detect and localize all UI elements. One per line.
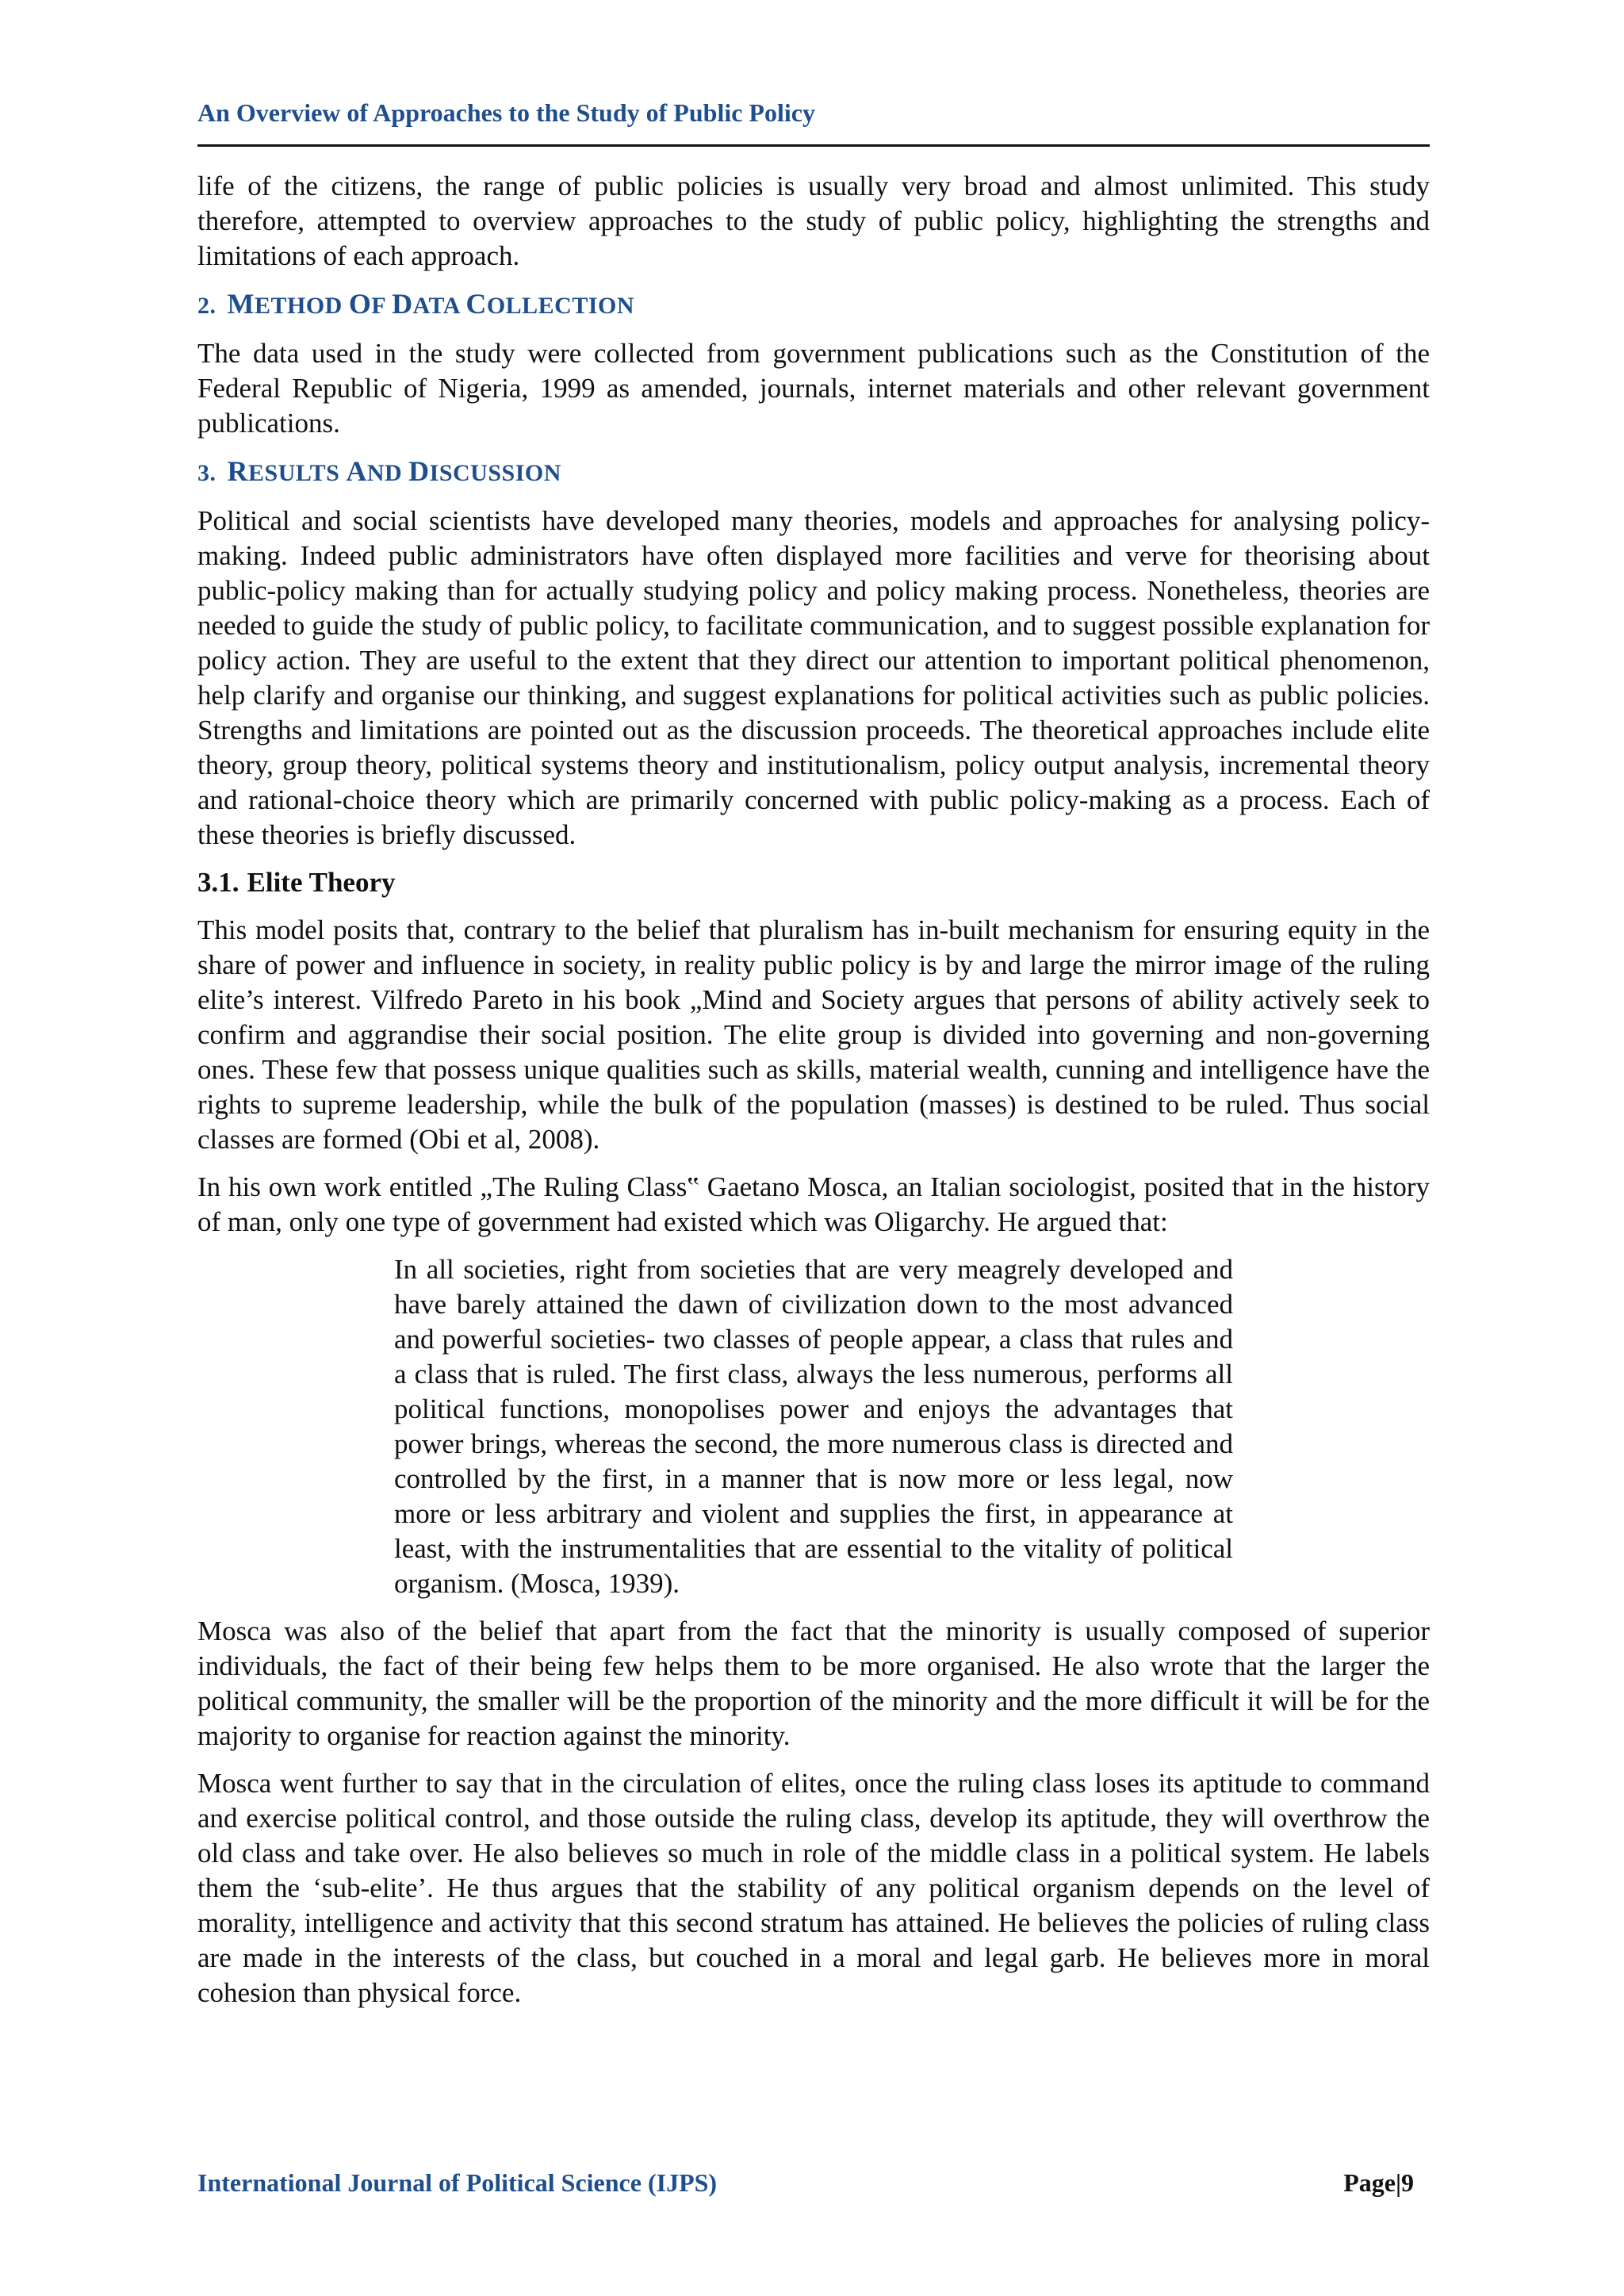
page-footer bbox=[197, 2165, 1414, 2200]
page-body bbox=[197, 94, 1430, 2023]
section-number: 2. bbox=[197, 293, 216, 319]
subsection-number: 3.1. bbox=[197, 867, 239, 898]
header-rule bbox=[197, 144, 1430, 147]
elite-paragraph-1: This model posits that, contrary to the belief that pluralism has in-built mechanism for ensuring equity in the share of power and influence in society, in reality public policy is by and large the mirror image of the ruling elite’s interest. Vilfredo Pareto in his book „Mind and Society argues that persons of ability actively seek to confirm and aggrandise their social position. The elite group is divided into governing and non-governing ones. These few that possess unique qualities such as skills, material wealth, cunning and intelligence have the rights to supreme leadership, while the bulk of the population (masses) is destined to be ruled. Thus social classes are formed (Obi et al, 2008). bbox=[197, 914, 1430, 1155]
elite-paragraph-2: In his own work entitled „The Ruling Class‟ Gaetano Mosca, an Italian sociologist, posited that in the history of man, only one type of government had existed which was Oligarchy. He argued that: bbox=[197, 1171, 1430, 1237]
mosca-block-quote: In all societies, right from societies that are very meagrely developed and have barely attained the dawn of civilization down to the most advanced and powerful societies- two classes of people appear, a class that rules and a class that is ruled. The first class, always the less numerous, performs all political functions, monopolises power and enjoys the advantages that power brings, whereas the second, the more numerous class is directed and controlled by the first, in a manner that is now more or less legal, now more or less arbitrary and violent and supplies the first, in appearance at least, with the instrumentalities that are essential to the vitality of political organism. (Mosca, 1939). bbox=[394, 1254, 1233, 1599]
elite-paragraph-3: Mosca was also of the belief that apart from the fact that the minority is usually composed of superior individuals, the fact of their being few helps them to be more organised. He also wrote that the larger the political community, the smaller will be the proportion of the minority and the more difficult it will be for the majority to organise for reaction against the minority. bbox=[197, 1616, 1430, 1751]
page-number: Page|9 bbox=[1343, 2168, 1414, 2197]
section-heading-results: 3. RESULTS AND DISCUSSION bbox=[197, 455, 561, 487]
elite-paragraph-4: Mosca went further to say that in the circulation of elites, once the ruling class loses its aptitude to command and exercise political control, and those outside the ruling class, develop its aptitude, they will overthrow the old class and take over. He also believes so much in role of the middle class in a political system. He labels them the ‘sub-elite’. He thus argues that the stability of any political organism depends on the level of morality, intelligence and activity that this second stratum has attained. He believes the policies of ruling class are made in the interests of the class, but couched in a moral and legal garb. He believes more in moral cohesion than physical force. bbox=[197, 1768, 1430, 2008]
results-paragraph: Political and social scientists have developed many theories, models and approaches for analysing policy-making. Indeed public administrators have often displayed more facilities and verve for theorising about public-policy making than for actually studying policy and policy making process. Nonetheless, theories are needed to guide the study of public policy, to facilitate communication, and to suggest possible explanation for policy action. They are useful to the extent that they direct our attention to important political phenomenon, help clarify and organise our thinking, and suggest explanations for political activities such as public policies. Strengths and limitations are pointed out as the discussion proceeds. The theoretical approaches include elite theory, group theory, political systems theory and institutionalism, policy output analysis, incremental theory and rational-choice theory which are primarily concerned with public policy-making as a process. Each of these theories is briefly discussed. bbox=[197, 505, 1430, 850]
subsection-heading-elite-theory bbox=[197, 865, 1430, 900]
method-paragraph: The data used in the study were collected from government publications such as the Constitution of the Federal Republic of Nigeria, 1999 as amended, journals, internet materials and other relevant government publications. bbox=[197, 338, 1430, 439]
subsection-label: Elite Theory bbox=[247, 867, 396, 898]
section-number: 3. bbox=[197, 460, 216, 486]
running-header: An Overview of Approaches to the Study of Public Policy bbox=[197, 98, 815, 127]
section-heading-method: 2. METHOD OF DATA COLLECTION bbox=[197, 288, 635, 320]
journal-name: International Journal of Political Science (IJPS) bbox=[197, 2168, 718, 2197]
intro-continued-paragraph: life of the citizens, the range of public policies is usually very broad and almost unlimited. This study therefore, attempted to overview approaches to the study of public policy, highlighting the strengths and limitations of each approach. bbox=[197, 171, 1430, 271]
